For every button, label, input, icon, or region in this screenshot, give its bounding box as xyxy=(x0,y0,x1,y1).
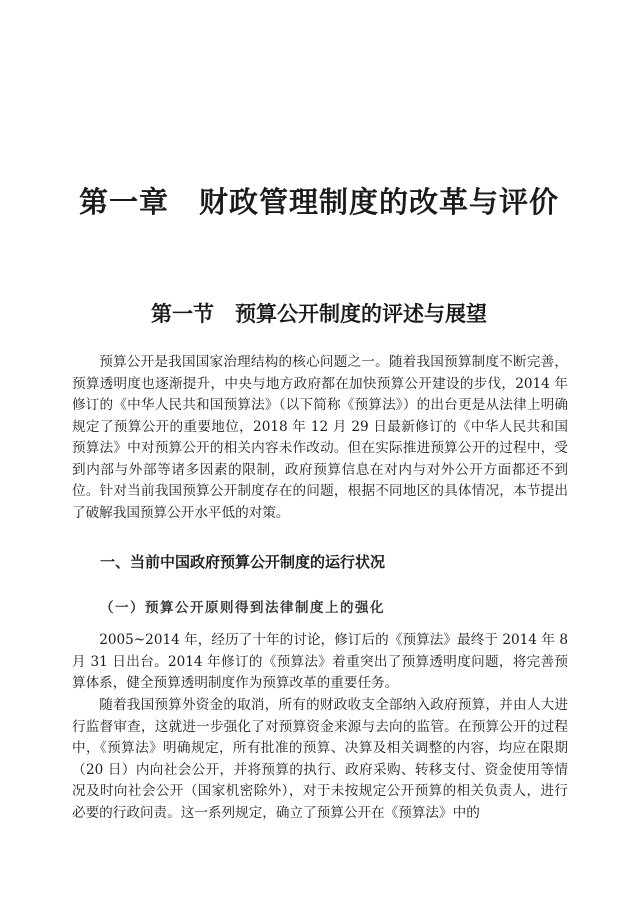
chapter-title: 第一章 财政管理制度的改革与评价 xyxy=(78,185,559,219)
heading-level-1: 一、当前中国政府预算公开制度的运行状况 xyxy=(100,553,386,571)
section-title: 第一节 预算公开制度的评述与展望 xyxy=(151,302,487,326)
intro-paragraph: 预算公开是我国国家治理结构的核心问题之一。随着我国预算制度不断完善，预算透明度也逐渐提升，中央与地方政府都在加快预算公开建设的步伐，2014 年修订的《中华人民共和国预算法》（以下简称《预算法》）的出台更是从法律上明确规定了预算公开的重要地位，2018 年 12 月 29 日最新修订的《中华人民共和国预算法》中对预算公开的相关内容未作改动。但在实际推进预算公开的过程中，受到内部与外部等诸多因素的限制，政府预算信息在对内与对外公开方面都还不到位。针对当前我国预算公开制度存在的问题，根据不同地区的具体情况，本节提出了破解我国预算公开水平低的对策。 xyxy=(72,354,568,521)
heading-level-2: （一）预算公开原则得到法律制度上的强化 xyxy=(100,600,385,616)
detail-paragraph: 随着我国预算外资金的取消，所有的财政收支全部纳入政府预算，并由人大进行监督审查，这就进一步强化了对预算资金来源与去向的监管。在预算公开的过程中，《预算法》明确规定，所有批准的预算、决算及相关调整的内容，均应在限期（20 日）内向社会公开，并将预算的执行、政府采购、转移支付、资金使用等情况及时向社会公开（国家机密除外），对于未按规定公开预算的相关负责人，进行必要的行政问责。这一系列规定，确立了预算公开在《预算法》中的 xyxy=(72,697,568,821)
history-paragraph: 2005~2014 年，经历了十年的讨论，修订后的《预算法》最终于 2014 年 8 月 31 日出台。2014 年修订的《预算法》着重突出了预算透明度问题，将完善预算体系，健全预算透明制度作为预算改革的重要任务。 xyxy=(72,632,568,691)
